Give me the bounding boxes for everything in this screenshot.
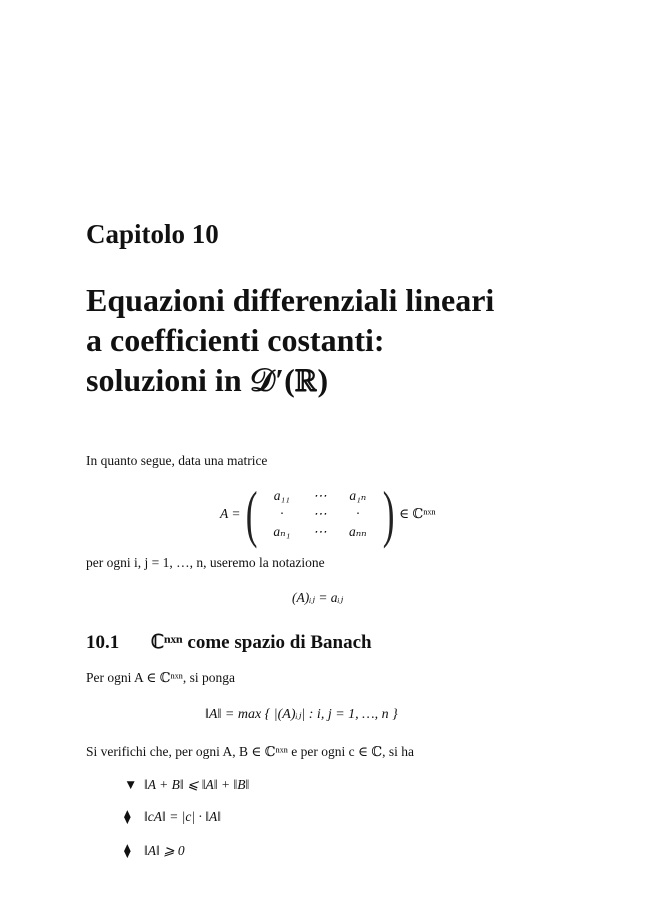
matrix-grid bbox=[262, 488, 378, 540]
matrix-cell: aₙ₁ bbox=[273, 524, 291, 539]
property-formula: ‖A + B‖ ⩽ ‖A‖ + ‖B‖ bbox=[144, 777, 250, 792]
matrix-cell: ⋯ bbox=[313, 524, 327, 539]
matrix-cell: · bbox=[356, 506, 360, 521]
matrix-cell: aₙₙ bbox=[348, 524, 367, 539]
norm-formula: ‖A‖ = max { |(A)ᵢⱼ| : i, j = 1, …, n } bbox=[205, 707, 398, 722]
matrix-cell: a₁ₙ bbox=[349, 488, 367, 503]
matrix-lhs: A = bbox=[220, 506, 241, 521]
matrix-cell: a₁₁ bbox=[273, 488, 290, 503]
notation-text: per ogni i, j = 1, …, n, useremo la notazione bbox=[86, 555, 325, 570]
intro-text: In quanto segue, data una matrice bbox=[86, 453, 268, 468]
section-text-2: Si verifichi che, per ogni A, B ∈ ℂⁿˣⁿ e per ogni c ∈ ℂ, si ha bbox=[86, 744, 414, 759]
left-paren: ( bbox=[245, 478, 258, 549]
matrix-cell: ⋯ bbox=[313, 488, 327, 503]
diamond-bullet-icon: ⧫ bbox=[124, 843, 131, 858]
chapter-label: Capitolo 10 bbox=[86, 219, 219, 249]
property-formula: ‖cA‖ = |c| · ‖A‖ bbox=[144, 809, 222, 824]
matrix-equation bbox=[220, 478, 436, 549]
section-number: 10.1 bbox=[86, 632, 120, 653]
property-item bbox=[124, 843, 185, 859]
matrix-cell: ⋯ bbox=[313, 506, 327, 521]
section-heading bbox=[86, 631, 372, 654]
right-paren: ) bbox=[382, 478, 395, 549]
section-title: ℂⁿˣⁿ come spazio di Banach bbox=[150, 632, 372, 653]
chapter-title-line-3: soluzioni in 𝒟′(ℝ) bbox=[86, 362, 329, 398]
property-item bbox=[124, 809, 221, 825]
triangle-bullet-icon: ▼ bbox=[124, 777, 138, 792]
diamond-bullet-icon: ⧫ bbox=[124, 809, 131, 824]
property-item bbox=[124, 777, 249, 793]
section-text-1: Per ogni A ∈ ℂⁿˣⁿ, si ponga bbox=[86, 670, 236, 685]
property-formula: ‖A‖ ⩾ 0 bbox=[144, 843, 185, 858]
chapter-title-line-1: Equazioni differenziali lineari bbox=[86, 282, 495, 318]
chapter-title-line-2: a coefficienti costanti: bbox=[86, 322, 385, 358]
matrix-cell: · bbox=[280, 506, 284, 521]
matrix-rhs: ∈ ℂⁿˣⁿ bbox=[399, 506, 436, 521]
notation-formula: (A)ᵢⱼ = aᵢⱼ bbox=[292, 590, 344, 605]
